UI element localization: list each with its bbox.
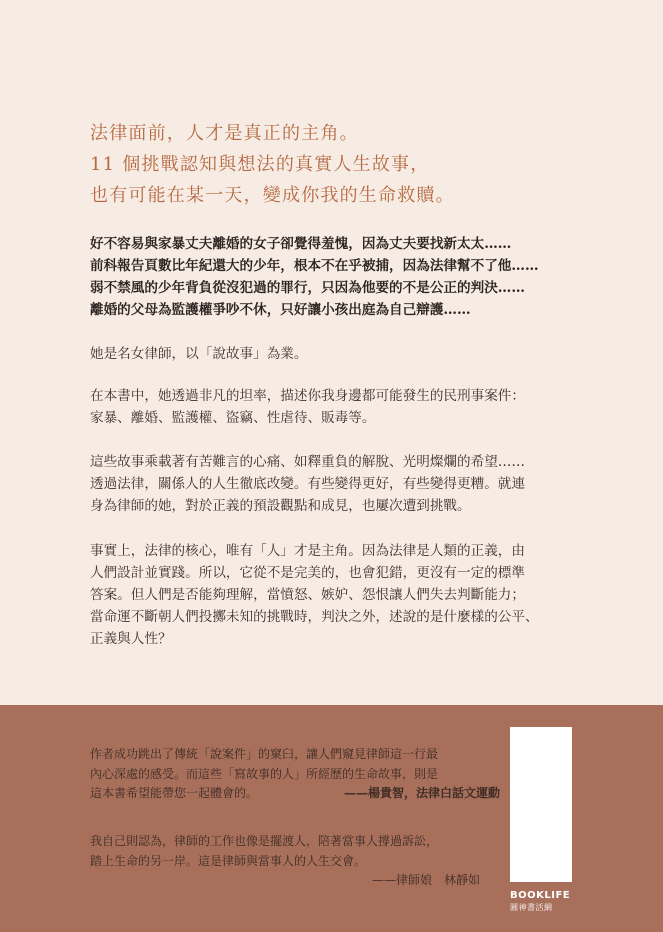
quote-1-line-3: 這本書希望能帶您一起體會的。 [90,786,259,800]
barcode-area [510,727,572,882]
quote-1-attribution: ——楊貴智，法律白話文運動 [343,786,500,800]
paragraph-2-line-2: 家暴、離婚、監護權、盜竊、性虐待、販毒等。 [90,410,376,426]
paragraph-1-line-1: 她是名女律師，以「說故事」為業。 [90,346,308,362]
intro-line-3: 弱不禁風的少年背負從沒犯過的罪行，只因為他要的不是公正的判決…… [90,280,525,296]
quote-1-last-row [90,784,500,804]
headline [90,118,590,211]
quote-2-line-1: 我自己則認為，律師的工作也像是擺渡人，陪著當事人撐過訴訟， [90,834,439,848]
publisher-logo [510,890,580,913]
quote-1-line-1: 作者成功跳出了傳統「說案件」的窠臼，讓人們窺見律師這一行最 [90,747,439,761]
paragraph-2 [90,385,580,429]
quote-1-line-2: 內心深處的感受。而這些「寫故事的人」所經歷的生命故事，則是 [90,766,439,781]
paragraph-2-line-1: 在本書中，她透過非凡的坦率，描述你我身邊都可能發生的民刑事案件： [90,388,525,404]
quote-2-attribution: ——律師娘 林靜如 [371,873,480,887]
paragraph-4 [90,540,580,650]
paragraph-3-line-3: 身為律師的她，對於正義的預設觀點和成見，也屢次遭到挑戰。 [90,498,471,514]
intro-cases [90,233,580,321]
paragraph-4-line-5: 正義與人性？ [90,631,172,647]
quote-2-line-2: 踏上生命的另一岸。這是律師與當事人的人生交會。 [90,853,367,868]
headline-line-1: 法律面前，人才是真正的主角。 [90,123,359,144]
paragraph-1 [90,343,580,365]
publisher-logo-sub: 圓神書活網 [510,903,553,912]
endorsement-quote-1 [90,745,500,804]
intro-line-4: 離婚的父母為監護權爭吵不休，只好讓小孩出庭為自己辯護…… [90,302,471,318]
paragraph-3-line-1: 這些故事乘載著有苦難言的心痛、如釋重負的解脫、光明燦爛的希望…… [90,454,525,470]
paragraph-4-line-1: 事實上，法律的核心，唯有「人」才是主角。因為法律是人類的正義，由 [90,543,525,559]
paragraph-3 [90,451,580,517]
headline-line-3: 也有可能在某一天，變成你我的生命救贖。 [90,185,455,206]
paragraph-4-line-2: 人們設計並實踐。所以，它從不是完美的，也會犯錯，更沒有一定的標準 [90,565,525,581]
publisher-logo-main: BOOKLIFE [510,890,571,901]
paragraph-4-line-4: 當命運不斷朝人們投擲未知的挑戰時，判決之外，述說的是什麼樣的公平、 [90,609,539,625]
intro-line-1: 好不容易與家暴丈夫離婚的女子卻覺得羞愧，因為丈夫要找新太太…… [90,236,512,252]
headline-line-2: 11 個挑戰認知與想法的真實人生故事， [90,154,430,175]
paragraph-4-line-3: 答案。但人們是否能夠理解，當憤怒、嫉妒、怨恨讓人們失去判斷能力； [90,587,525,603]
paragraph-3-line-2: 透過法律，關係人的人生徹底改變。有些變得更好，有些變得更糟。就連 [90,476,525,492]
intro-line-2: 前科報告頁數比年紀還大的少年，根本不在乎被捕，因為法律幫不了他…… [90,258,539,274]
endorsement-quote-2 [90,832,500,891]
